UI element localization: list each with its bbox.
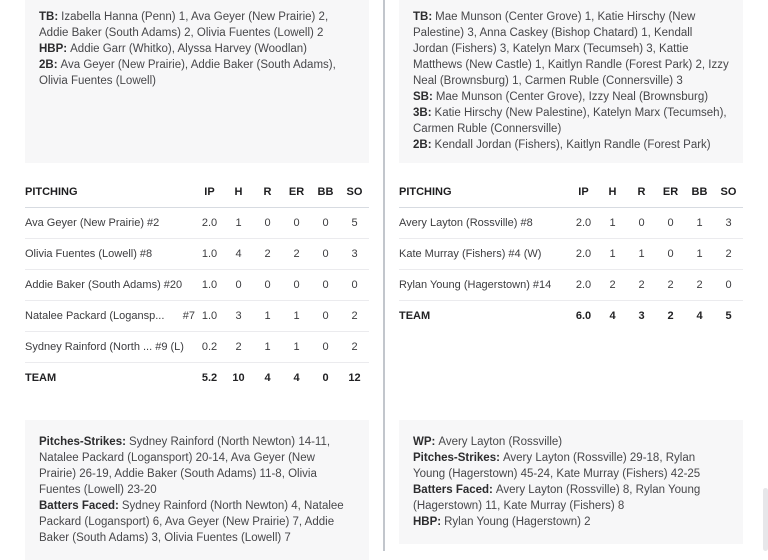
pitching-table-right-wrap	[399, 178, 743, 420]
pitcher-name: Addie Baker (South Adams) #20	[25, 279, 183, 291]
stat-so: 3	[340, 239, 369, 270]
note-label: Pitches-Strikes:	[413, 452, 500, 464]
note-line	[413, 450, 729, 482]
stat-r: 0	[627, 208, 656, 239]
stat-ip: 2.0	[569, 239, 598, 270]
stat-so: 5	[340, 208, 369, 239]
stat-r: 1	[253, 332, 282, 363]
stat-er: 1	[282, 332, 311, 363]
stat-ip: 2.0	[569, 270, 598, 301]
stat-so: 5	[714, 301, 743, 332]
stat-ip: 2.0	[195, 208, 224, 239]
pitcher-row	[25, 332, 369, 363]
stat-ip: 2.0	[569, 208, 598, 239]
note-text: Rylan Young (Hagerstown) 2	[444, 516, 591, 528]
stat-so: 2	[340, 301, 369, 332]
note-line	[413, 105, 729, 137]
stat-r: 1	[627, 239, 656, 270]
stat-er: 4	[282, 363, 311, 394]
batting-summary-right	[399, 0, 743, 163]
stat-so: 2	[714, 239, 743, 270]
table-header-row	[25, 178, 369, 208]
note-text: Kendall Jordan (Fishers), Kaitlyn Randle (Forest Park)	[434, 139, 711, 151]
note-text: Addie Garr (Whitko), Alyssa Harvey (Woodlan)	[70, 43, 308, 55]
note-line	[413, 137, 729, 153]
column-header-so: SO	[340, 178, 369, 208]
note-label: Pitches-Strikes:	[39, 436, 126, 448]
table-header-row	[399, 178, 743, 208]
stat-ip: 1.0	[195, 239, 224, 270]
pitcher-row	[25, 301, 369, 332]
stat-er: 0	[282, 270, 311, 301]
stat-bb: 2	[685, 270, 714, 301]
stat-h: 1	[598, 239, 627, 270]
stat-bb: 0	[311, 332, 340, 363]
column-header-ip: IP	[195, 178, 224, 208]
stat-bb: 4	[685, 301, 714, 332]
note-label: TB:	[413, 11, 433, 23]
stat-er: 2	[656, 270, 685, 301]
note-text: Avery Layton (Rossville) 29-18, Rylan Young (Hagerstown) 45-24, Kate Murray (Fishers) 42-25	[413, 452, 701, 480]
column-header-er: ER	[282, 178, 311, 208]
column-header-ip: IP	[569, 178, 598, 208]
stat-so: 3	[714, 208, 743, 239]
note-label: 2B:	[413, 139, 432, 151]
stat-h: 1	[598, 208, 627, 239]
batting-summary-left	[25, 0, 369, 163]
note-text: Sydney Rainford (North Newton) 4, Natalee Packard (Logansport) 6, Ava Geyer (New Prairie) 7, Addie Baker (South Adams) 3, Olivia Fuentes (Lowell) 7	[39, 500, 344, 544]
stat-er: 0	[282, 208, 311, 239]
note-label: 3B:	[413, 107, 432, 119]
pitcher-name: Sydney Rainford (North ... #9 (L)	[25, 341, 184, 353]
stat-h: 0	[224, 270, 253, 301]
note-line	[413, 89, 729, 105]
column-header-h: H	[224, 178, 253, 208]
stat-h: 1	[224, 208, 253, 239]
note-line	[39, 41, 355, 57]
stat-er: 0	[656, 208, 685, 239]
stat-r: 3	[627, 301, 656, 332]
note-text: Avery Layton (Rossville) 8, Rylan Young (Hagerstown) 11, Kate Murray (Fishers) 8	[413, 484, 701, 512]
pitcher-name: Ava Geyer (New Prairie) #2	[25, 217, 160, 229]
pitcher-row	[399, 239, 743, 270]
pitcher-row	[399, 208, 743, 239]
stat-er: 2	[282, 239, 311, 270]
pitching-table-left	[25, 178, 369, 393]
stat-r: 2	[253, 239, 282, 270]
stat-so: 12	[340, 363, 369, 394]
stat-bb: 1	[685, 239, 714, 270]
note-text: Sydney Rainford (North Newton) 14-11, Natalee Packard (Logansport) 20-14, Ava Geyer (New Prairie) 26-19, Addie Baker (South Adams) 11-8, Olivia Fuentes (Lowell) 23-20	[39, 436, 331, 496]
note-text: Katie Hirschy (New Palestine), Katelyn Marx (Tecumseh), Carmen Ruble (Connersville)	[413, 107, 727, 135]
note-label: 2B:	[39, 59, 58, 71]
stat-h: 2	[598, 270, 627, 301]
stat-r: 1	[253, 301, 282, 332]
stat-r: 0	[253, 208, 282, 239]
column-header-r: R	[253, 178, 282, 208]
pitching-table-left-wrap	[25, 178, 369, 420]
column-header-er: ER	[656, 178, 685, 208]
note-line	[39, 434, 355, 498]
note-line	[413, 482, 729, 514]
scrollbar-thumb[interactable]	[763, 488, 768, 551]
column-header-pitching: PITCHING	[399, 178, 569, 208]
pitcher-name: Rylan Young (Hagerstown) #14	[399, 279, 552, 291]
team-label: TEAM	[25, 363, 195, 394]
note-line	[39, 9, 355, 41]
column-divider	[383, 0, 385, 551]
stat-ip: 0.2	[195, 332, 224, 363]
stat-bb: 0	[311, 208, 340, 239]
team-totals-row	[25, 363, 369, 394]
stat-bb: 0	[311, 363, 340, 394]
stat-so: 0	[714, 270, 743, 301]
column-header-r: R	[627, 178, 656, 208]
note-label: SB:	[413, 91, 433, 103]
note-label: HBP:	[413, 516, 442, 528]
note-text: Izabella Hanna (Penn) 1, Ava Geyer (New Prairie) 2, Addie Baker (South Adams) 2, Olivia Fuentes (Lowell) 2	[39, 11, 329, 39]
stat-bb: 0	[311, 301, 340, 332]
stat-ip: 1.0	[195, 301, 224, 332]
stat-so: 0	[340, 270, 369, 301]
stat-so: 2	[340, 332, 369, 363]
pitcher-name: Natalee Packard (Logansp...	[25, 310, 165, 322]
stat-h: 4	[598, 301, 627, 332]
stat-ip: 1.0	[195, 270, 224, 301]
team-totals-row	[399, 301, 743, 332]
note-text: Avery Layton (Rossville)	[438, 436, 563, 448]
note-text: Mae Munson (Center Grove), Izzy Neal (Brownsburg)	[435, 91, 709, 103]
pitcher-row	[25, 270, 369, 301]
stat-h: 3	[224, 301, 253, 332]
pitcher-name: Kate Murray (Fishers) #4 (W)	[399, 248, 542, 260]
note-text: Mae Munson (Center Grove) 1, Katie Hirschy (New Palestine) 3, Anna Caskey (Bishop Chatard) 1, Kendall Jordan (Fishers) 3, Katelyn Marx (Tecumseh) 3, Kattie Matthews (New Castle) 1, Kaitlyn Randle (Forest Park) 2, Izzy Neal (Brownsburg) 1, Carmen Ruble (Connersville) 3	[413, 11, 729, 87]
stat-r: 4	[253, 363, 282, 394]
note-label: TB:	[39, 11, 59, 23]
note-label: Batters Faced:	[413, 484, 493, 496]
stat-bb: 1	[685, 208, 714, 239]
stat-h: 4	[224, 239, 253, 270]
stat-er: 2	[656, 301, 685, 332]
column-header-h: H	[598, 178, 627, 208]
stat-bb: 0	[311, 270, 340, 301]
pitcher-row	[25, 208, 369, 239]
stat-r: 2	[627, 270, 656, 301]
stat-er: 1	[282, 301, 311, 332]
note-text: Ava Geyer (New Prairie), Addie Baker (South Adams), Olivia Fuentes (Lowell)	[39, 59, 336, 87]
note-line	[413, 434, 729, 450]
column-header-so: SO	[714, 178, 743, 208]
column-header-bb: BB	[311, 178, 340, 208]
stat-h: 2	[224, 332, 253, 363]
pitcher-name: Olivia Fuentes (Lowell) #8	[25, 248, 153, 260]
note-label: HBP:	[39, 43, 68, 55]
pitcher-row	[25, 239, 369, 270]
note-line	[39, 498, 355, 546]
column-header-bb: BB	[685, 178, 714, 208]
stat-r: 0	[253, 270, 282, 301]
stat-h: 10	[224, 363, 253, 394]
pitching-summary-left	[25, 420, 369, 560]
pitching-table-right	[399, 178, 743, 331]
note-line	[39, 57, 355, 89]
pitcher-number: #7	[182, 310, 195, 322]
stat-er: 0	[656, 239, 685, 270]
note-line	[413, 514, 729, 530]
stat-ip: 6.0	[569, 301, 598, 332]
team-label: TEAM	[399, 301, 569, 332]
note-line	[413, 9, 729, 89]
column-header-pitching: PITCHING	[25, 178, 195, 208]
stat-bb: 0	[311, 239, 340, 270]
pitcher-name: Avery Layton (Rossville) #8	[399, 217, 533, 229]
pitcher-row	[399, 270, 743, 301]
stat-ip: 5.2	[195, 363, 224, 394]
note-label: WP:	[413, 436, 436, 448]
pitching-summary-right	[399, 420, 743, 544]
note-label: Batters Faced:	[39, 500, 119, 512]
